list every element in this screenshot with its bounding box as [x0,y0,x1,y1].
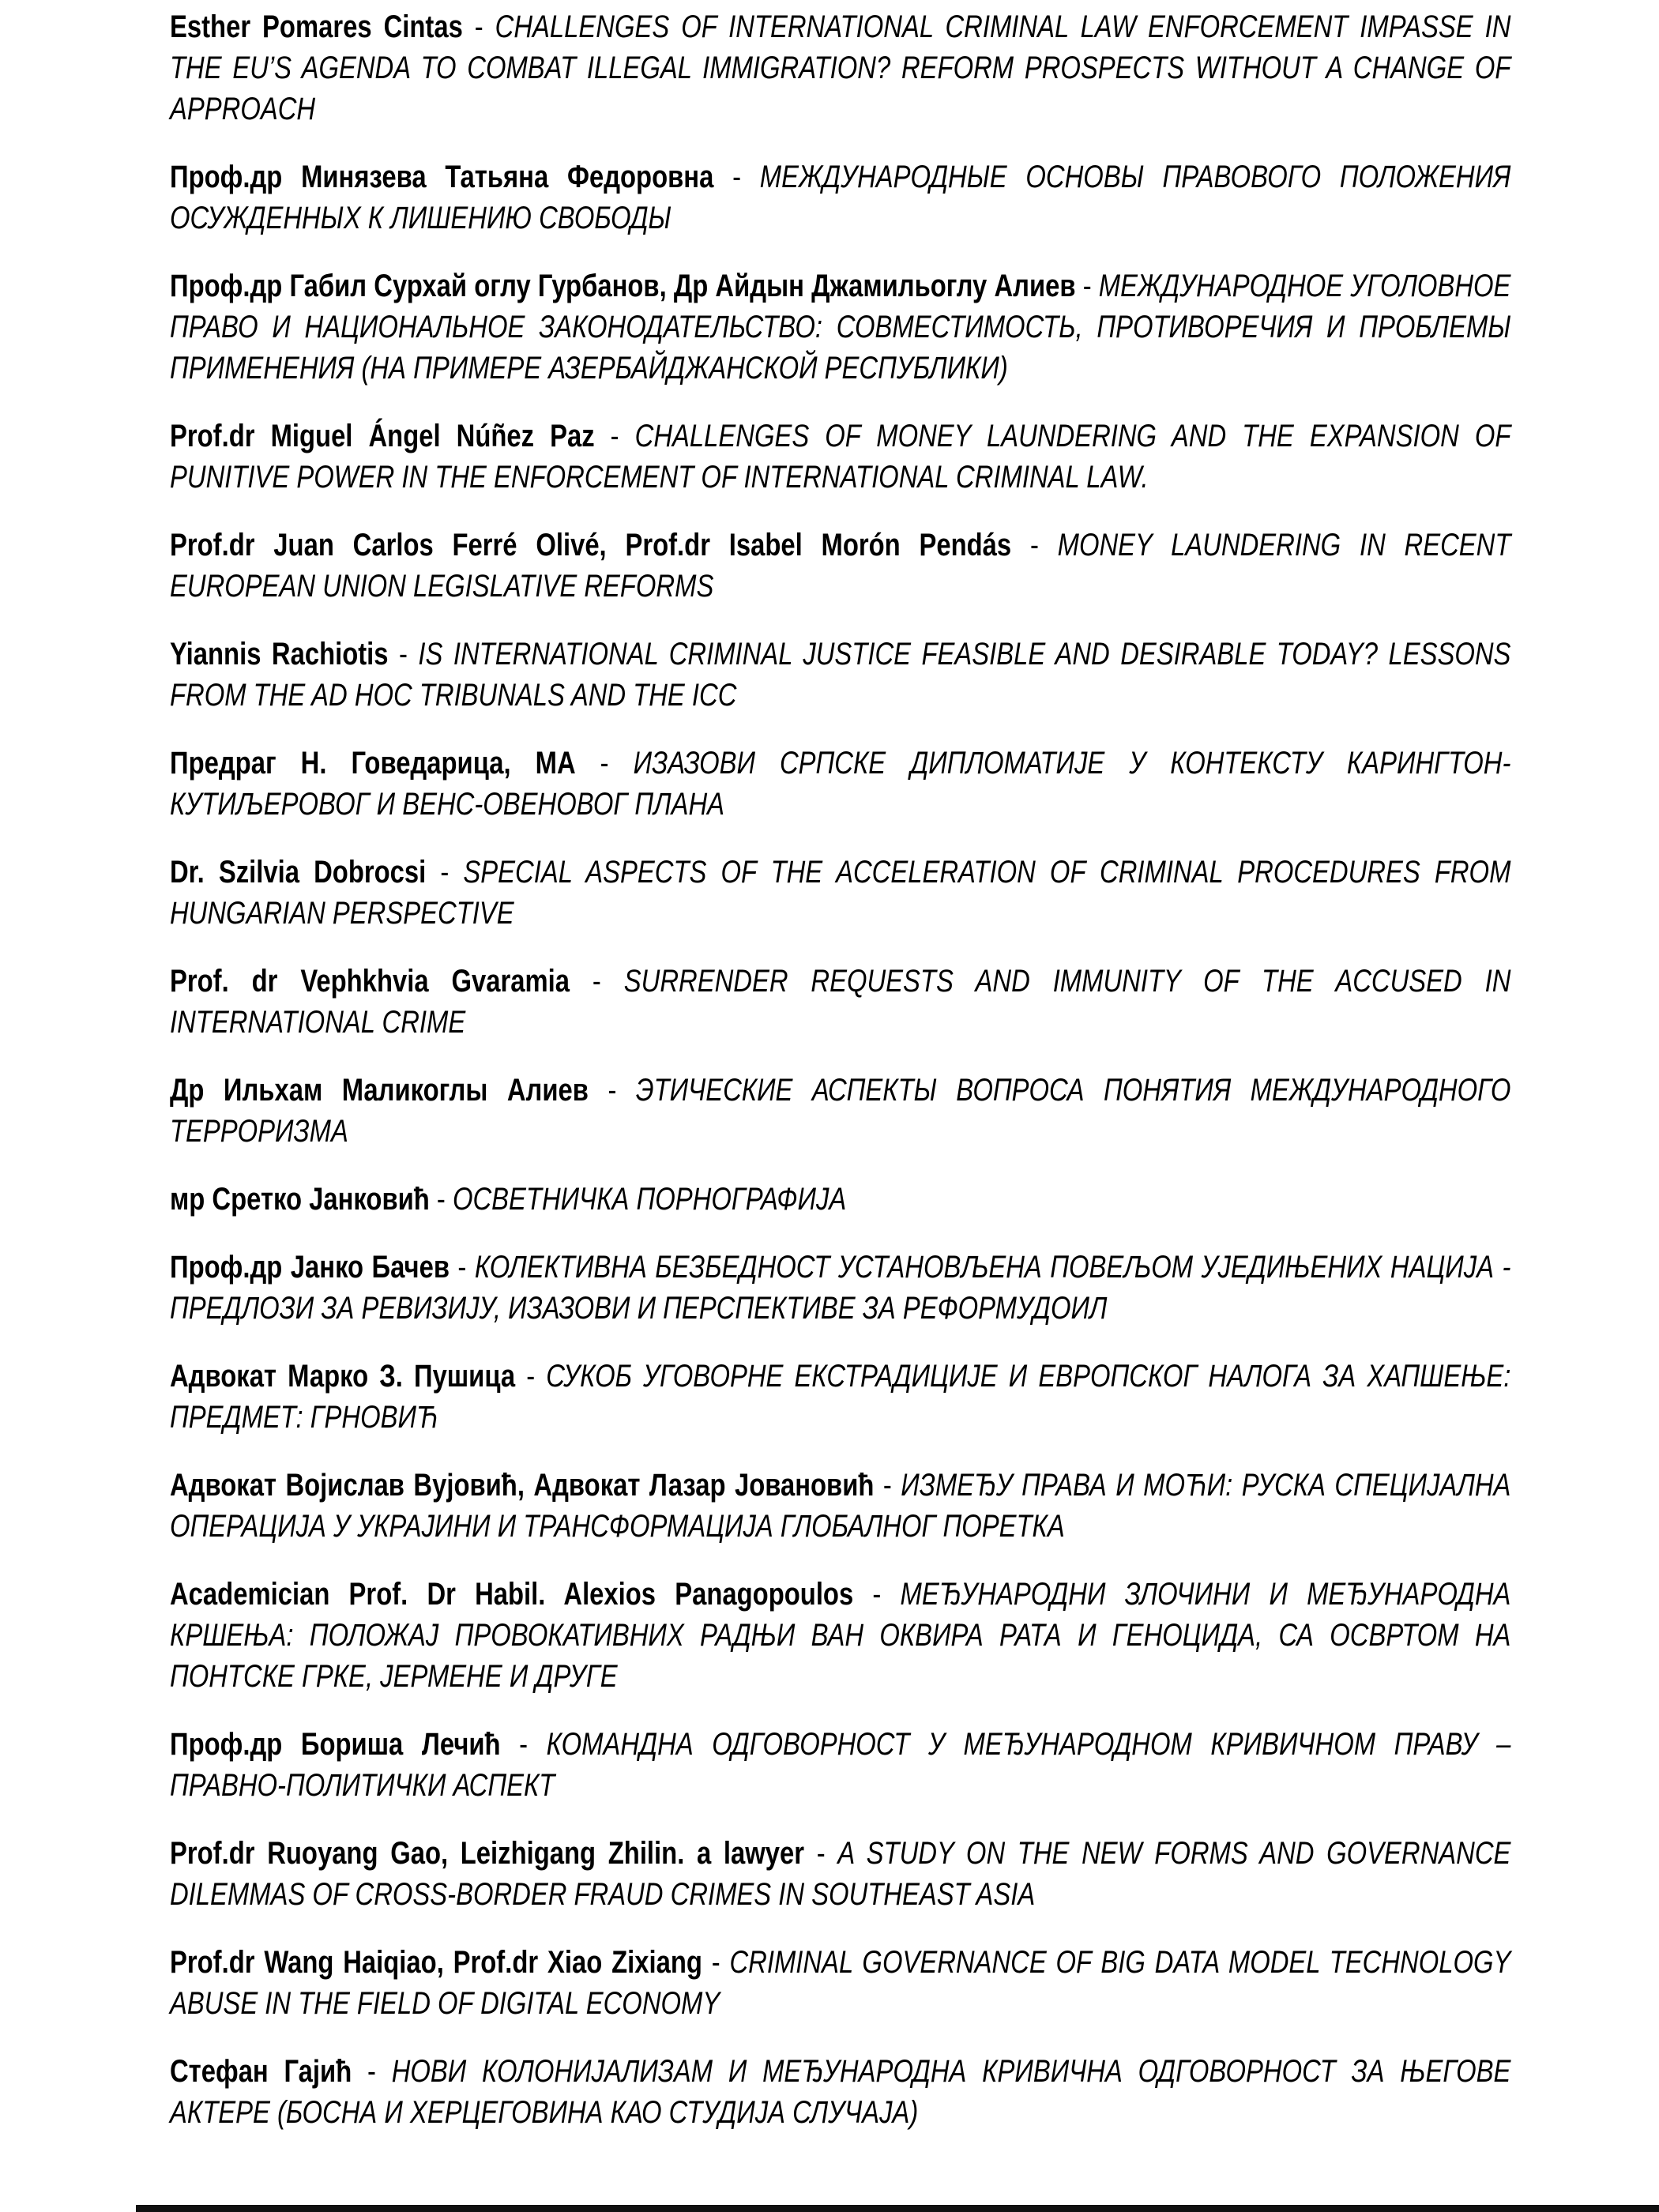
entry-title: ИЗАЗОВИ СРПСКЕ ДИПЛОМАТИЈЕ У КОНТЕКСТУ КАРИНГТОН-КУТИЉЕРОВОГ И ВЕНС-ОВЕНОВОГ ПЛАНА [170,746,1511,822]
program-entry [170,743,1510,825]
entry-authors: Prof.dr Miguel Ángel Núñez Paz [170,419,595,453]
entry-title: МЕЂУНАРОДНИ ЗЛОЧИНИ И МЕЂУНАРОДНА КРШЕЊА: ПОЛОЖАЈ ПРОВОКАТИВНИХ РАДЊИ ВАН ОКВИРА РАТА И ГЕНОЦИДА, СА ОСВРТОМ НА ПОНТСКЕ ГРКЕ, ЈЕРМЕНЕ И ДРУГЕ [170,1577,1511,1694]
program-entry [170,1070,1510,1152]
entry-authors: Academician Prof. Dr Habil. Alexios Panagopoulos [170,1577,854,1612]
bottom-edge-bar [136,2205,1659,2212]
entry-authors: Адвокат Војислав Вујовић, Адвокат Лазар Јовановић [170,1468,875,1503]
entry-separator: - [1011,528,1058,562]
entry-separator: - [575,746,634,781]
entry-title: A STUDY ON THE NEW FORMS AND GOVERNANCE DILEMMAS OF CROSS-BORDER FRAUD CRIMES IN SOUTHEAST ASIA [170,1836,1511,1912]
entry-separator: - [570,964,624,999]
entry-separator: - [500,1727,547,1762]
program-entry [170,1833,1510,1915]
entry-authors: Проф.др Бориша Лечић [170,1727,501,1762]
program-entry [170,2051,1510,2133]
entry-title: ЭТИЧЕСКИЕ АСПЕКТЫ ВОПРОСА ПОНЯТИЯ МЕЖДУНАРОДНОГО ТЕРРОРИЗМА [170,1073,1511,1149]
program-entry [170,1465,1510,1547]
entry-authors: Др Ильхам Маликоглы Алиев [170,1073,589,1108]
entry-authors: Стефан Гајић [170,2054,352,2089]
entry-authors: Проф.др Габил Сурхай оглу Гурбанов, Др Айдын Джамильоглу Алиев [170,269,1076,303]
program-entry [170,6,1510,130]
program-entry [170,1574,1510,1697]
entry-title: ИЗМЕЂУ ПРАВА И МОЋИ: РУСКА СПЕЦИЈАЛНА ОПЕРАЦИЈА У УКРАЈИНИ И ТРАНСФОРМАЦИЈА ГЛОБАЛНОГ ПОРЕТКА [170,1468,1511,1544]
entry-separator: - [515,1359,547,1394]
entry-title: НОВИ КОЛОНИЈАЛИЗАМ И МЕЂУНАРОДНА КРИВИЧНА ОДГОВОРНОСТ ЗА ЊЕГОВЕ АКТЕРЕ (БОСНА И ХЕРЦЕГОВИНА КАО СТУДИЈА СЛУЧАЈА) [170,2054,1511,2130]
entry-title: CRIMINAL GOVERNANCE OF BIG DATA MODEL TECHNOLOGY ABUSE IN THE FIELD OF DIGITAL ECONOMY [170,1945,1511,2021]
entry-authors: Адвокат Марко З. Пушица [170,1359,516,1394]
entry-separator: - [588,1073,636,1108]
program-entry [170,961,1510,1043]
entry-separator: - [426,855,464,890]
program-entry [170,1247,1510,1329]
program-entry [170,525,1510,607]
entry-title: MONEY LAUNDERING IN RECENT EUROPEAN UNION LEGISLATIVE REFORMS [170,528,1511,604]
entry-separator: - [449,1250,475,1285]
entry-separator: - [388,637,419,672]
entry-title: IS INTERNATIONAL CRIMINAL JUSTICE FEASIBLE AND DESIRABLE TODAY? LESSONS FROM THE AD HOC TRIBUNALS AND THE ICC [170,637,1511,713]
entry-authors: Prof. dr Vephkhvia Gvaramia [170,964,570,999]
program-entry [170,156,1510,239]
entry-title: КОМАНДНА ОДГОВОРНОСТ У МЕЂУНАРОДНОМ КРИВИЧНОМ ПРАВУ – ПРАВНО-ПОЛИТИЧКИ АСПЕКТ [170,1727,1511,1803]
program-entry [170,1724,1510,1806]
entry-separator: - [429,1182,453,1217]
entry-title: SPECIAL ASPECTS OF THE ACCELERATION OF CRIMINAL PROCEDURES FROM HUNGARIAN PERSPECTIVE [170,855,1511,931]
entry-authors: Проф.др Јанко Бачев [170,1250,450,1285]
entry-authors: Предраг Н. Говедарица, МА [170,746,576,781]
program-entry [170,265,1510,389]
entry-separator: - [352,2054,392,2089]
entry-title: ОСВЕТНИЧКА ПОРНОГРАФИЈА [452,1182,847,1217]
program-entry [170,416,1510,498]
entry-title: CHALLENGES OF MONEY LAUNDERING AND THE EXPANSION OF PUNITIVE POWER IN THE ENFORCEMENT OF INTERNATIONAL CRIMINAL LAW. [170,419,1511,495]
entry-title: СУКОБ УГОВОРНЕ ЕКСТРАДИЦИЈЕ И ЕВРОПСКОГ НАЛОГА ЗА ХАПШЕЊЕ: ПРЕДМЕТ: ГРНОВИЋ [170,1359,1511,1435]
program-entry [170,634,1510,716]
entry-title: КОЛЕКТИВНА БЕЗБЕДНОСТ УСТАНОВЉЕНА ПОВЕЉОМ УЈЕДИЊЕНИХ НАЦИЈА - ПРЕДЛОЗИ ЗА РЕВИЗИЈУ, ИЗАЗОВИ И ПЕРСПЕКТИВЕ ЗА РЕФОРМУДОИЛ [170,1250,1511,1326]
entry-title: CHALLENGES OF INTERNATIONAL CRIMINAL LAW ENFORCEMENT IMPASSE IN THE EU’S AGENDA TO COMBAT ILLEGAL IMMIGRATION? REFORM PROSPECTS WITHOUT A CHANGE OF APPROACH [170,9,1511,126]
entry-authors: Проф.др Минязева Татьяна Федоровна [170,160,714,194]
entry-separator: - [874,1468,901,1503]
entry-separator: - [853,1577,901,1612]
entry-authors: Prof.dr Juan Carlos Ferré Olivé, Prof.dr Isabel Morón Pendás [170,528,1012,562]
entry-authors: Dr. Szilvia Dobrocsi [170,855,427,890]
entry-separator: - [1075,269,1099,303]
entry-title: SURRENDER REQUESTS AND IMMUNITY OF THE ACCUSED IN INTERNATIONAL CRIME [170,964,1511,1040]
program-entry [170,852,1510,934]
entry-authors: мр Сретко Јанковић [170,1182,430,1217]
entry-title: МЕЖДУНАРОДНЫЕ ОСНОВЫ ПРАВОВОГО ПОЛОЖЕНИЯ ОСУЖДЕННЫХ К ЛИШЕНИЮ СВОБОДЫ [170,160,1511,235]
entry-authors: Prof.dr Wang Haiqiao, Prof.dr Xiao Zixiang [170,1945,702,1980]
program-entry [170,1179,1510,1220]
entry-separator: - [713,160,760,194]
entry-authors: Esther Pomares Cintas [170,9,463,44]
entry-separator: - [702,1945,730,1980]
entry-separator: - [462,9,495,44]
entry-separator: - [804,1836,838,1871]
entry-title: МЕЖДУНАРОДНОЕ УГОЛОВНОЕ ПРАВО И НАЦИОНАЛЬНОЕ ЗАКОНОДАТЕЛЬСТВО: СОВМЕСТИМОСТЬ, ПРОТИВОРЕЧИЯ И ПРОБЛЕМЫ ПРИМЕНЕНИЯ (НА ПРИМЕРЕ АЗЕРБАЙДЖАНСКОЙ РЕСПУБЛИКИ) [170,269,1511,386]
entry-separator: - [594,419,635,453]
entry-authors: Prof.dr Ruoyang Gao, Leizhigang Zhilin. a lawyer [170,1836,805,1871]
entry-authors: Yiannis Rachiotis [170,637,389,672]
program-entry [170,1356,1510,1438]
program-list [170,6,1510,2160]
program-entry [170,1942,1510,2024]
